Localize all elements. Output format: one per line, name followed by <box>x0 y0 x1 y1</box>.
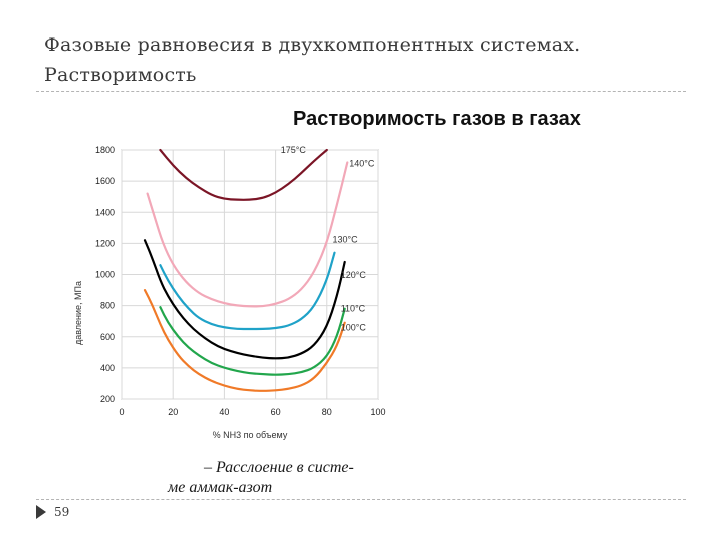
y-tick-label: 1200 <box>94 238 115 249</box>
page-number: 59 <box>54 505 70 519</box>
caption-line-2: ме аммак-азот <box>168 479 273 496</box>
y-tick-label: 1400 <box>94 207 115 218</box>
caption <box>168 458 354 498</box>
series-label: 130°C <box>332 234 358 245</box>
series-label: 100°C <box>340 322 366 333</box>
arrow-icon <box>36 505 46 519</box>
bottom-divider <box>36 499 686 500</box>
top-divider <box>36 91 686 92</box>
x-tick-label: 80 <box>321 407 332 417</box>
series-line-3 <box>145 240 345 358</box>
series-label: 175°C <box>280 145 306 156</box>
y-tick-label: 200 <box>99 394 115 404</box>
grid-layer <box>122 150 378 399</box>
y-tick-label: 600 <box>99 331 115 342</box>
x-tick-labels <box>119 407 385 417</box>
x-tick-label: 20 <box>168 407 179 417</box>
x-tick-label: 60 <box>270 407 281 417</box>
slide-title: Фазовые равновесия в двухкомпонентных системах. Растворимость <box>44 34 581 86</box>
series-layer <box>145 150 347 391</box>
y-tick-labels <box>95 145 115 404</box>
series-label: 140°C <box>349 158 375 169</box>
series-line-2 <box>160 253 334 329</box>
x-tick-label: 100 <box>370 407 386 417</box>
y-tick-label: 1800 <box>94 145 115 155</box>
series-line-1 <box>148 163 348 307</box>
series-label: 110°C <box>340 303 366 314</box>
series-line-0 <box>160 150 326 200</box>
y-axis-label: давление, МПа <box>73 280 83 346</box>
x-tick-label: 0 <box>119 407 125 417</box>
caption-line-1: – Расслоение в систе- <box>204 459 354 476</box>
y-tick-label: 400 <box>99 362 115 373</box>
y-tick-label: 800 <box>99 300 115 311</box>
x-tick-label: 40 <box>219 407 230 417</box>
x-axis-label: % NH3 по объему <box>212 430 288 440</box>
solubility-chart <box>70 138 410 448</box>
chart-title: Растворимость газов в газах <box>293 108 581 130</box>
series-label: 120°C <box>340 270 366 281</box>
y-tick-label: 1000 <box>94 269 115 280</box>
y-tick-label: 1600 <box>94 176 115 187</box>
